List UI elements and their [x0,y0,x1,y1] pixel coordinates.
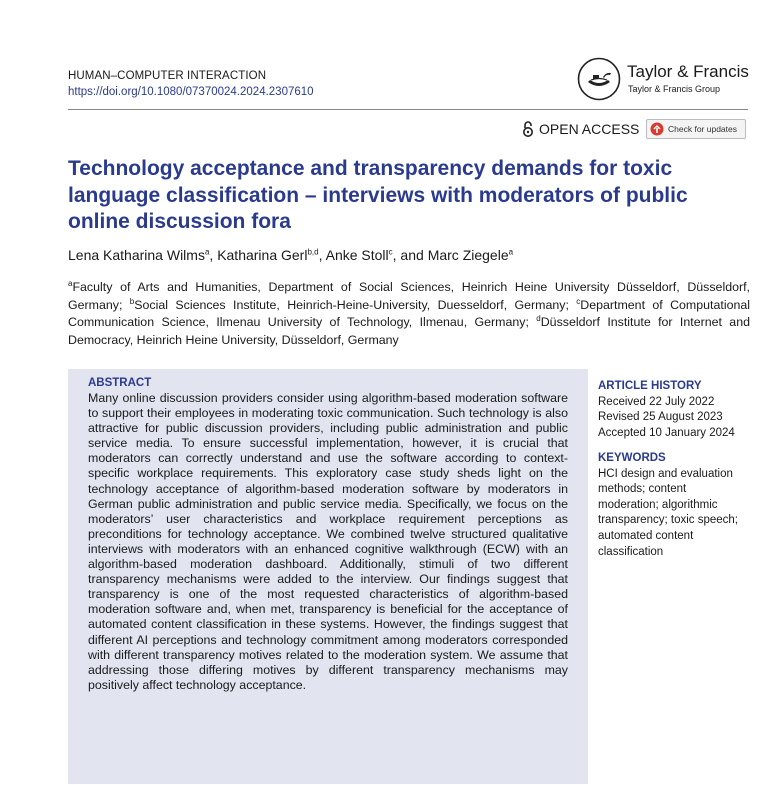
author-affil-marker: b,d [307,247,319,257]
author-affil-marker: a [508,247,514,257]
affil-marker: c [576,296,581,306]
author-list [68,247,513,263]
keywords-text: HCI design and evaluation methods; content moderation; algorithmic transparency; toxic speech; automated content classification [598,467,738,558]
crossmark-icon [650,122,664,136]
author-separator: , and [392,247,428,263]
article-history-heading: ARTICLE HISTORY [598,380,702,392]
author-separator: , [318,247,326,263]
article-history [598,379,735,441]
accepted-date: Accepted 10 January 2024 [598,426,735,439]
author-affil-marker: a [204,247,210,257]
open-access-label: OPEN ACCESS [539,121,640,137]
affiliation-text: Department of Computational Communication Science, Ilmenau University of Technology, Ilmenau, Germany; [68,297,750,329]
received-date: Received 22 July 2022 [598,395,715,408]
revised-date: Revised 25 August 2023 [598,411,723,424]
check-for-updates-button[interactable] [646,119,746,139]
affiliation-text: Social Sciences Institute, Heinrich-Heine-University, Duesseldorf, Germany; [134,297,577,312]
affil-marker: a [68,278,73,288]
journal-name: HUMAN–COMPUTER INTERACTION [68,70,267,82]
taylor-francis-logo-icon [577,57,621,101]
publisher-group: Taylor & Francis Group [628,84,721,94]
abstract-text: Many online discussion providers consider using algorithm-based moderation software to support their employees in moderating toxic communication. Such technology is also attractive for public discussion providers, including public administration and public service media. To ensure successful implementation, however, it is crucial that moderators can correctly understand and use the software according to context-specific workplace requirements. This exploratory case study sheds light on the technology acceptance of algorithm-based moderation software by moderators in German public administration and public service media. Specifically, we focus on the moderators’ user characteristics and workplace requirement perceptions as preconditions for technology acceptance. We combined twelve structured qualitative interviews with moderators with an enhanced cognitive walkthrough (ECW) with an algorithm-based moderation dashboard. Additionally, stimuli of two different transparency mechanisms were added to the interview. Our findings suggest that transparency is one of the most requested characteristics of algorithm-based moderation software and, when met, transparency is beneficial for the acceptance of automated content classification in these systems. However, the findings suggest that different AI perceptions and technology commitment among moderators corresponded with different transparency motives related to the moderation system. We assume that addressing those differing motives by different transparency mechanisms may positively affect technology acceptance. [88,391,568,692]
author-affil-marker: c [388,247,393,257]
author-name[interactable]: Lena Katharina Wilms [68,247,205,263]
author-name[interactable]: Katharina Gerl [217,247,308,263]
author-separator: , [209,247,218,263]
publisher-name: Taylor & Francis [627,62,749,81]
author-name[interactable]: Marc Ziegele [427,247,509,263]
doi-link[interactable]: https://doi.org/10.1080/07370024.2024.2307610 [68,86,314,98]
check-for-updates-label: Check for updates [668,124,737,134]
abstract-heading: ABSTRACT [88,377,152,389]
author-name[interactable]: Anke Stoll [325,247,389,263]
keywords-heading: KEYWORDS [598,452,666,464]
open-access-badge [522,121,639,137]
affil-marker: b [129,296,135,306]
affil-marker: d [536,313,541,323]
keywords-section [598,451,748,560]
affiliation-text: Düsseldorf Institute for Internet and Democracy, Heinrich Heine University, Düsseldorf, Germany [68,315,750,347]
affiliations [68,279,750,349]
affiliation-text: Faculty of Arts and Humanities, Department of Social Sciences, Heinrich Heine University Düsseldorf, Düsseldorf, Germany; [68,280,750,312]
article-title: Technology acceptance and transparency demands for toxic language classification – interviews with moderators of public online discussion fora [68,157,688,233]
open-lock-icon [522,121,534,137]
header-divider [68,109,748,110]
